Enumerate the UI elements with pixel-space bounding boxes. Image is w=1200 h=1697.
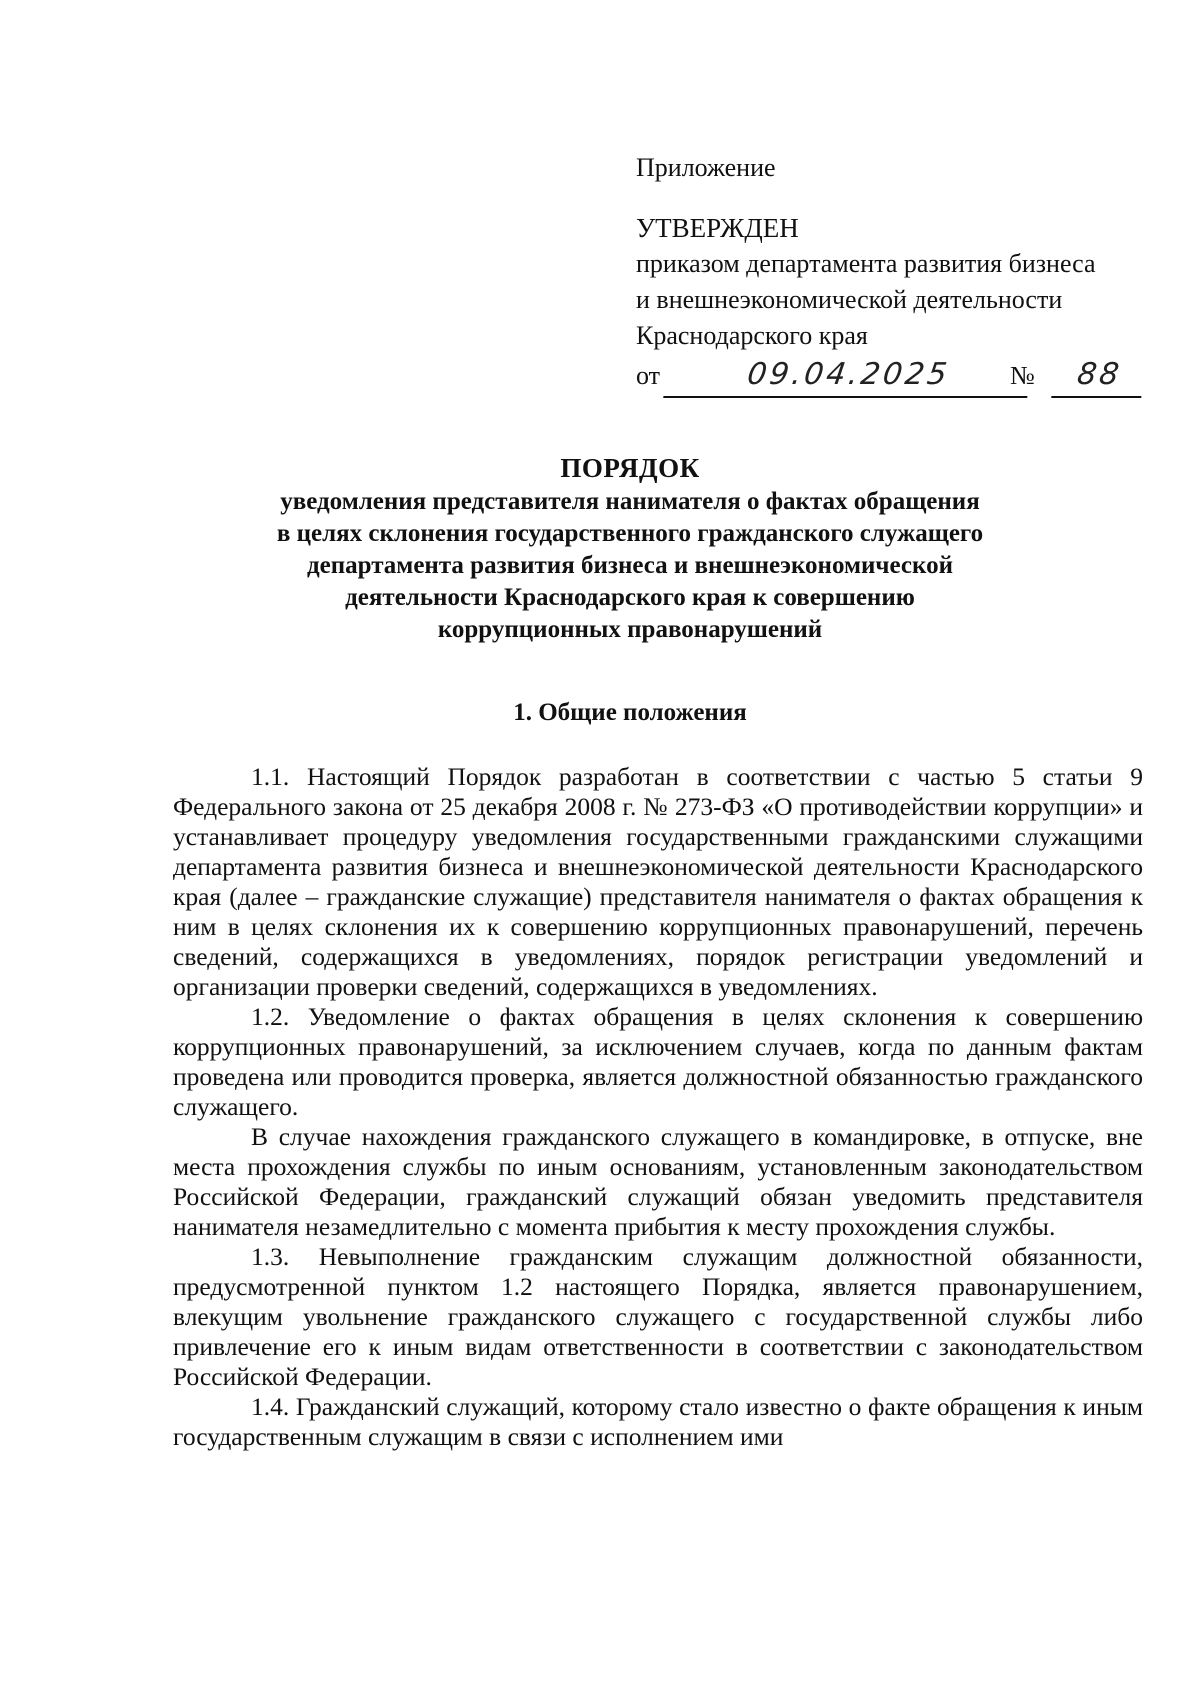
- paragraph-1-4: 1.4. Гражданский служащий, которому стало известно о факте обращения к иным государственным служащим в связи с исполнением ими: [173, 1392, 1143, 1451]
- approval-block: [636, 150, 1136, 402]
- document-body: [173, 762, 1143, 1452]
- subtitle-line: деятельности Краснодарского края к совершению: [345, 584, 915, 611]
- subtitle-line: в целях склонения государственного гражданского служащего: [276, 520, 984, 547]
- paragraph-1-2: 1.2. Уведомление о фактах обращения в целях склонения к совершению коррупционных правонарушений, за исключением случаев, когда по данным фактам проведена или проводится проверка, является должностной обязанностью гражданского служащего.: [173, 1002, 1143, 1121]
- date-prefix: от: [636, 361, 661, 390]
- approved-by-line: приказом департамента развития бизнеса: [636, 249, 1096, 278]
- document-title-block: [170, 450, 1090, 646]
- section-heading: 1. Общие положения: [513, 699, 747, 726]
- paragraph-1-1: 1.1. Настоящий Порядок разработан в соответствии с частью 5 статьи 9 Федерального закона от 25 декабря 2008 г. № 273-ФЗ «О противодействии коррупции» и устанавливает процедуру уведомления государственными гражданскими служащими департамента развития бизнеса и внешнеэкономической деятельности Краснодарского края (далее – гражданские служащие) представителя нанимателя о фактах обращения к ним в целях склонения их к совершению коррупционных правонарушений, перечень сведений, содержащихся в уведомлениях, порядок регистрации уведомлений и организации проверки сведений, содержащихся в уведомлениях.: [173, 762, 1143, 1001]
- number-prefix: №: [1010, 361, 1035, 390]
- appendix-label: Приложение: [636, 153, 776, 182]
- document-title: ПОРЯДОК: [560, 453, 700, 483]
- approved-word: УТВЕРЖДЕН: [636, 213, 799, 243]
- handwritten-date: 09.04.2025: [663, 358, 1033, 398]
- approved-by-line: Краснодарского края: [636, 321, 868, 350]
- subtitle-line: департамента развития бизнеса и внешнеэкономической: [307, 552, 953, 579]
- paragraph-1-2-cont: В случае нахождения гражданского служащего в командировке, в отпуске, вне места прохождения службы по иным основаниям, установленным законодательством Российской Федерации, гражданский служащий обязан уведомить представителя нанимателя незамедлительно с момента прибытия к месту прохождения службы.: [173, 1122, 1143, 1241]
- approved-by-line: и внешнеэкономической деятельности: [636, 285, 1063, 314]
- paragraph-1-3: 1.3. Невыполнение гражданским служащим должностной обязанности, предусмотренной пунктом 1.2 настоящего Порядка, является правонарушением, влекущим увольнение гражданского служащего с государственной службы либо привлечение его к иным видам ответственности в соответствии с законодательством Российской Федерации.: [173, 1242, 1143, 1391]
- subtitle-line: уведомления представителя нанимателя о фактах обращения: [280, 488, 980, 515]
- subtitle-line: коррупционных правонарушений: [437, 616, 823, 643]
- handwritten-number: 88: [1051, 358, 1147, 398]
- order-date-number-row: [636, 358, 1136, 402]
